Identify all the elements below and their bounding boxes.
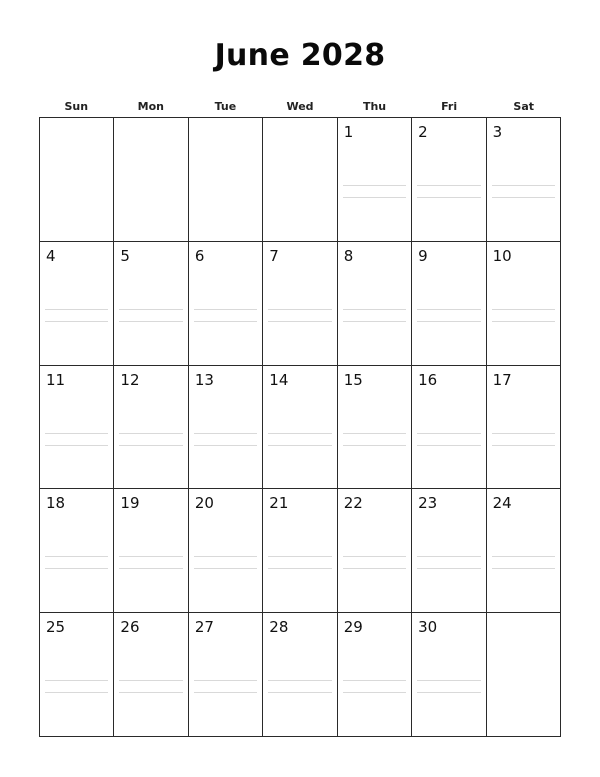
note-line <box>417 556 480 557</box>
note-line <box>119 568 182 569</box>
day-cell-10 <box>487 242 561 366</box>
day-cell-14 <box>263 366 337 490</box>
note-line <box>268 680 331 681</box>
day-cell-6 <box>189 242 263 366</box>
note-line <box>492 197 555 198</box>
day-cell-21 <box>263 489 337 613</box>
day-cell-1 <box>338 118 412 242</box>
note-line <box>343 556 406 557</box>
day-number: 13 <box>194 370 214 389</box>
note-line <box>45 433 108 434</box>
day-number: 27 <box>194 618 214 637</box>
day-number: 1 <box>343 123 354 141</box>
weekday-label-thu: Thu <box>362 100 387 113</box>
note-line <box>45 309 108 310</box>
day-cell-28 <box>263 613 337 737</box>
note-line <box>268 568 331 569</box>
day-number: 21 <box>269 494 289 513</box>
day-number: 23 <box>418 494 438 513</box>
note-line <box>343 568 406 569</box>
day-cell-24 <box>487 489 561 613</box>
day-cell-23 <box>412 489 486 613</box>
weekday-label-sun: Sun <box>64 100 89 113</box>
note-line <box>492 568 555 569</box>
note-line <box>343 185 406 186</box>
day-number: 17 <box>492 370 512 389</box>
note-line <box>45 568 108 569</box>
day-number: 7 <box>269 246 279 265</box>
day-cell-7 <box>263 242 337 366</box>
note-line <box>268 556 331 557</box>
note-line <box>492 556 555 557</box>
day-number: 12 <box>120 370 140 389</box>
note-line <box>343 445 406 446</box>
note-line <box>268 692 331 693</box>
day-number: 5 <box>120 246 130 265</box>
day-cell-5 <box>114 242 188 366</box>
day-cell-11 <box>40 366 114 490</box>
empty-day-cell <box>189 118 263 242</box>
day-cell-16 <box>412 366 486 490</box>
note-line <box>194 680 257 681</box>
day-cell-9 <box>412 242 486 366</box>
day-cell-2 <box>412 118 486 242</box>
day-cell-20 <box>189 489 263 613</box>
day-number: 9 <box>418 246 428 265</box>
note-line <box>343 197 406 198</box>
day-cell-15 <box>338 366 412 490</box>
note-line <box>45 556 108 557</box>
day-number: 6 <box>194 246 205 265</box>
weekday-label-wed: Wed <box>286 100 314 113</box>
day-number: 14 <box>269 370 289 389</box>
day-number: 29 <box>343 618 363 637</box>
day-number: 28 <box>269 618 289 637</box>
day-number: 18 <box>46 494 66 513</box>
note-line <box>45 692 108 693</box>
weekday-label-sat: Sat <box>513 100 534 113</box>
note-line <box>119 692 182 693</box>
weekday-label-mon: Mon <box>137 100 165 113</box>
note-line <box>417 433 480 434</box>
day-cell-25 <box>40 613 114 737</box>
day-number: 25 <box>46 618 66 637</box>
note-line <box>45 445 108 446</box>
day-cell-3 <box>487 118 561 242</box>
note-line <box>492 433 555 434</box>
note-line <box>417 680 480 681</box>
note-line <box>343 692 406 693</box>
note-line <box>492 321 555 322</box>
weekday-header-row <box>39 99 561 115</box>
day-cell-18 <box>40 489 114 613</box>
day-number: 11 <box>46 370 66 389</box>
note-line <box>417 185 480 186</box>
empty-day-cell <box>487 613 561 737</box>
note-line <box>194 433 257 434</box>
note-line <box>119 680 182 681</box>
note-line <box>45 680 108 681</box>
day-number: 20 <box>194 494 214 513</box>
note-line <box>194 321 257 322</box>
note-line <box>194 692 257 693</box>
note-line <box>194 309 257 310</box>
empty-day-cell <box>263 118 337 242</box>
weekday-label-tue: Tue <box>214 100 237 113</box>
day-cell-17 <box>487 366 561 490</box>
empty-day-cell <box>114 118 188 242</box>
day-number: 22 <box>343 494 363 513</box>
day-cell-22 <box>338 489 412 613</box>
note-line <box>492 309 555 310</box>
note-line <box>492 445 555 446</box>
day-number: 3 <box>492 123 503 141</box>
note-line <box>417 692 480 693</box>
day-number: 2 <box>418 123 428 141</box>
note-line <box>268 321 331 322</box>
day-number: 16 <box>418 370 438 389</box>
weekday-label-fri: Fri <box>441 100 458 113</box>
day-number: 10 <box>492 246 512 265</box>
note-line <box>343 309 406 310</box>
day-number: 19 <box>120 494 140 513</box>
note-line <box>119 445 182 446</box>
day-cell-19 <box>114 489 188 613</box>
note-line <box>417 309 480 310</box>
day-cell-30 <box>412 613 486 737</box>
note-line <box>119 309 182 310</box>
day-number: 24 <box>492 494 512 513</box>
note-line <box>119 321 182 322</box>
note-line <box>194 556 257 557</box>
note-line <box>268 309 331 310</box>
note-line <box>343 433 406 434</box>
note-line <box>343 680 406 681</box>
note-line <box>45 321 108 322</box>
day-cell-12 <box>114 366 188 490</box>
day-cell-29 <box>338 613 412 737</box>
day-cell-4 <box>40 242 114 366</box>
note-line <box>119 556 182 557</box>
day-cell-8 <box>338 242 412 366</box>
day-number: 8 <box>343 246 354 265</box>
calendar-grid <box>39 117 561 737</box>
note-line <box>417 197 480 198</box>
day-cell-13 <box>189 366 263 490</box>
note-line <box>343 321 406 322</box>
day-number: 15 <box>343 370 363 389</box>
day-number: 4 <box>46 246 56 265</box>
day-number: 30 <box>418 618 438 637</box>
note-line <box>268 433 331 434</box>
day-cell-27 <box>189 613 263 737</box>
note-line <box>194 445 257 446</box>
empty-day-cell <box>40 118 114 242</box>
note-line <box>417 321 480 322</box>
note-line <box>417 568 480 569</box>
calendar-title: June 2028 <box>214 38 386 73</box>
day-number: 26 <box>120 618 140 637</box>
note-line <box>268 445 331 446</box>
note-line <box>194 568 257 569</box>
day-cell-26 <box>114 613 188 737</box>
note-line <box>417 445 480 446</box>
note-line <box>119 433 182 434</box>
note-line <box>492 185 555 186</box>
